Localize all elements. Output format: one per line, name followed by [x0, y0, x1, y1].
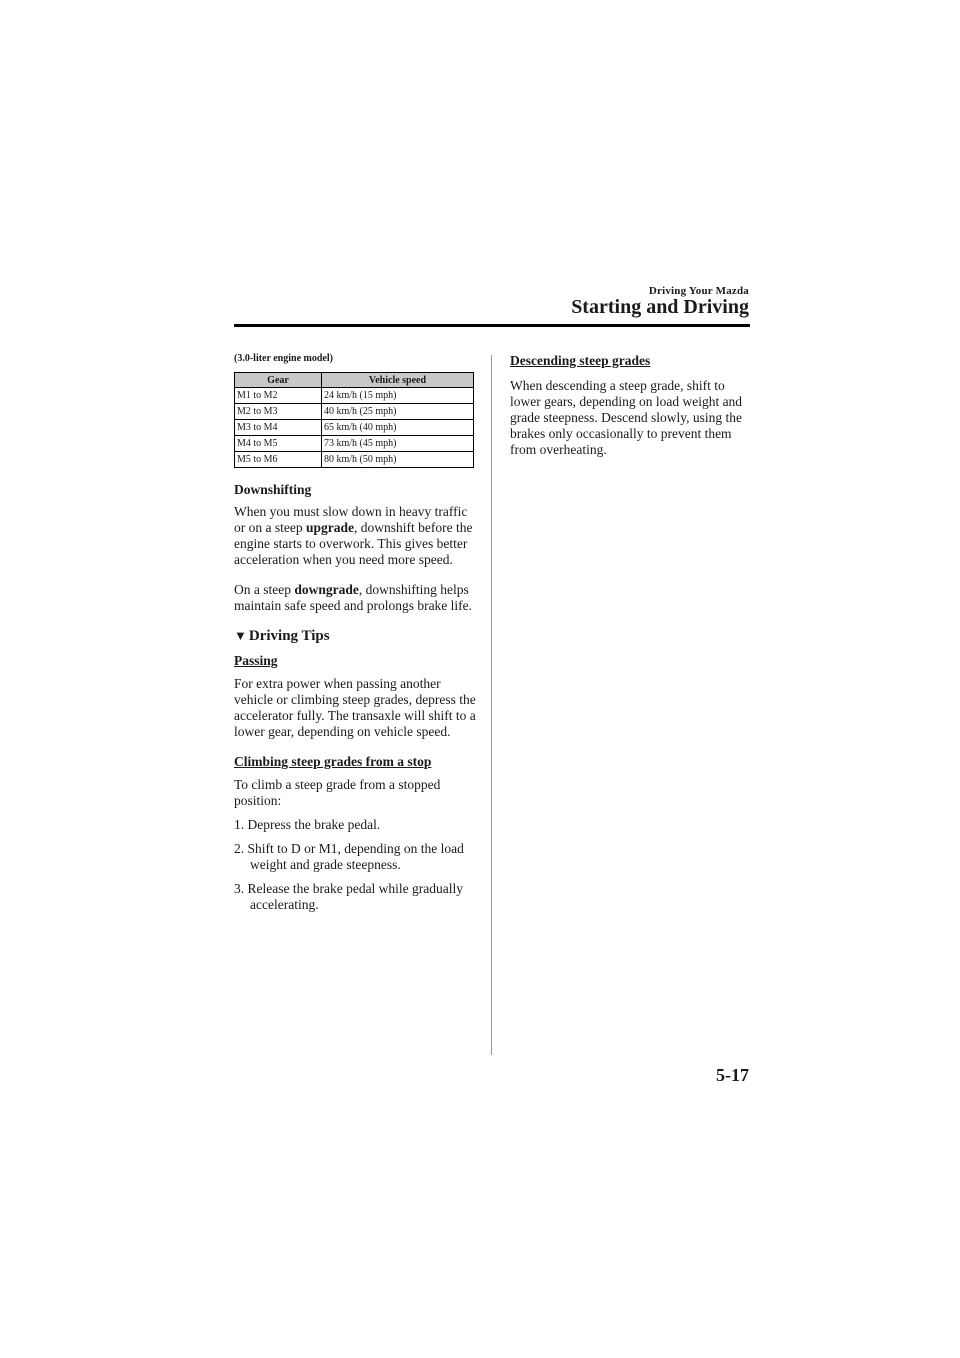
table-cell-speed: 40 km/h (25 mph) — [322, 404, 474, 420]
climbing-heading: Climbing steep grades from a stop — [234, 754, 432, 769]
table-cell-gear: M2 to M3 — [235, 404, 322, 420]
driving-tips-heading — [234, 628, 478, 645]
descending-paragraph: When descending a steep grade, shift to lower gears, depending on load weight and grade steepness. Descend slowly, using the brakes only occasionally to prevent them from overheating. — [510, 378, 743, 457]
list-item: 2. Shift to D or M1, depending on the load weight and grade steepness. — [234, 841, 464, 872]
bold-term-downgrade: downgrade — [294, 582, 359, 597]
table-caption: (3.0-liter engine model) — [234, 353, 333, 364]
table-cell-gear: M5 to M6 — [235, 452, 322, 468]
bold-term-upgrade: upgrade — [305, 520, 354, 535]
table-cell-speed: 24 km/h (15 mph) — [322, 388, 474, 404]
list-item: 3. Release the brake pedal while gradually accelerating. — [234, 881, 464, 912]
table-row — [235, 420, 474, 436]
right-column — [510, 353, 754, 472]
text-run: , downshifting helps maintain safe speed and prolongs brake life. — [234, 582, 473, 613]
descending-heading: Descending steep grades — [510, 353, 651, 368]
shift-speed-table — [234, 372, 474, 468]
table-header-row — [235, 373, 474, 388]
table-cell-speed: 73 km/h (45 mph) — [322, 436, 474, 452]
table-cell-speed: 65 km/h (40 mph) — [322, 420, 474, 436]
downshifting-heading: Downshifting — [234, 482, 312, 497]
chapter-title: Driving Your Mazda — [648, 285, 749, 297]
climbing-steps — [234, 817, 478, 913]
climbing-intro: To climb a steep grade from a stopped position: — [234, 777, 441, 808]
text-run: On a steep — [234, 582, 295, 597]
column-divider — [491, 355, 492, 1055]
table-row — [235, 388, 474, 404]
table-cell-gear: M3 to M4 — [235, 420, 322, 436]
table-row — [235, 452, 474, 468]
table-header-gear: Gear — [235, 373, 322, 388]
downshifting-paragraph-1 — [234, 504, 478, 568]
header-rule — [234, 324, 750, 327]
left-column — [234, 353, 478, 921]
text-run: , downshift before the engine starts to overwork. This gives better acceleration when you need more speed. — [234, 520, 473, 567]
passing-heading: Passing — [234, 653, 278, 668]
table-cell-gear: M1 to M2 — [235, 388, 322, 404]
table-header-speed: Vehicle speed — [322, 373, 474, 388]
triangle-marker-icon: ▼ — [234, 628, 247, 643]
section-title: Starting and Driving — [571, 296, 749, 318]
table-cell-speed: 80 km/h (50 mph) — [322, 452, 474, 468]
text-run: When you must slow down in heavy traffic or on a steep — [234, 504, 468, 535]
table-cell-gear: M4 to M5 — [235, 436, 322, 452]
page-number: 5-17 — [716, 1065, 749, 1085]
table-row — [235, 404, 474, 420]
passing-paragraph: For extra power when passing another vehicle or climbing steep grades, depress the accelerator fully. The transaxle will shift to a lower gear, depending on vehicle speed. — [234, 676, 476, 739]
driving-tips-title: Driving Tips — [248, 628, 330, 644]
list-item: 1. Depress the brake pedal. — [234, 817, 381, 832]
downshifting-paragraph-2 — [234, 582, 478, 614]
table-row — [235, 436, 474, 452]
